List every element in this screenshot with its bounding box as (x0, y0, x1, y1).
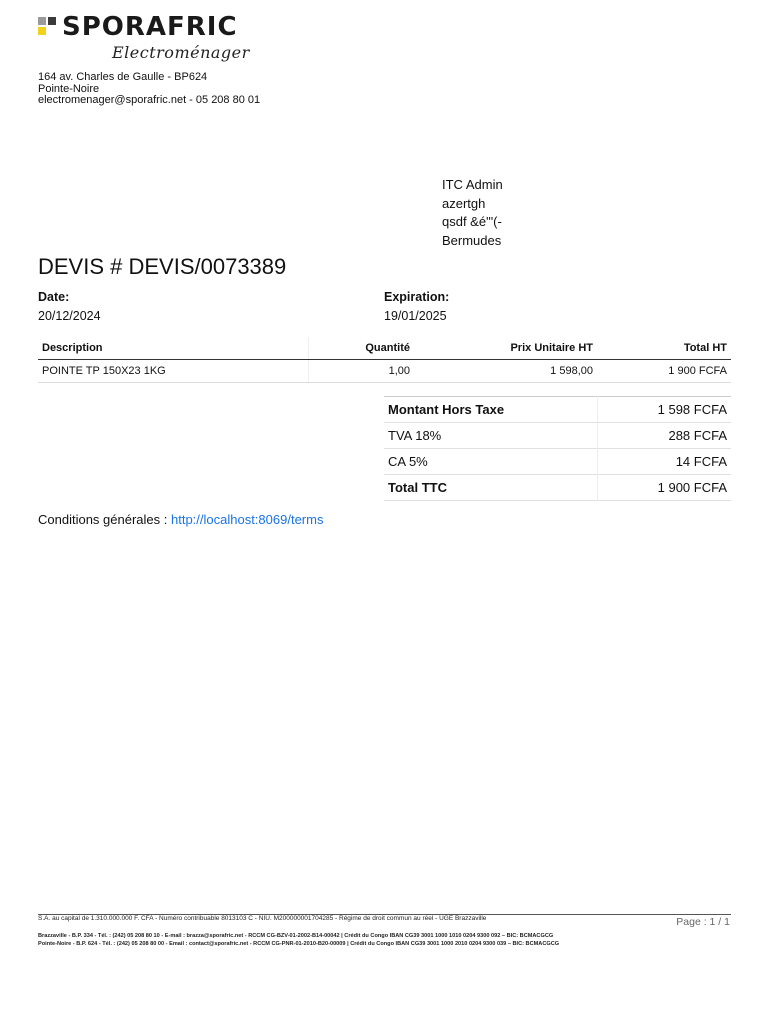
date-value: 20/12/2024 (38, 309, 101, 323)
totals-row-untaxed (384, 397, 731, 423)
cell-unit-price: 1 598,00 (414, 359, 597, 382)
cell-description: POINTE TP 150X23 1KG (38, 359, 308, 382)
page-number: Page : 1 / 1 (676, 916, 730, 928)
recipient-country: Bermudes (442, 233, 502, 249)
totals-table (384, 396, 731, 501)
header-unit-price: Prix Unitaire HT (414, 337, 597, 359)
total-ttc-label: Total TTC (388, 480, 447, 495)
table-row (38, 359, 731, 382)
header-quantity: Quantité (308, 337, 414, 359)
expiration-value: 19/01/2025 (384, 309, 447, 323)
terms-line (38, 512, 323, 527)
recipient-line-3: qsdf &é"'(- (442, 214, 502, 230)
expiration-label: Expiration: (384, 290, 450, 304)
totals-row-ttc (384, 475, 731, 501)
logo-text: SPORAFRIC (62, 12, 238, 42)
tva-label: TVA 18% (388, 428, 442, 443)
terms-label: Conditions générales : (38, 512, 171, 527)
footer-brazzaville: Brazzaville - B.P. 334 - Tél. : (242) 05 208 80 10 - E-mail : brazza@sporafric.net - RCCM CG-BZV-01-2002-B14-00042 | Crédit du Congo IBAN CG39 3001 1000 1010 0204 9300 092 – BIC: BCMACGCG (38, 933, 554, 939)
total-ttc-value: 1 900 FCFA (597, 475, 731, 501)
totals-row-tva (384, 423, 731, 449)
address-line-city: Pointe-Noire (38, 82, 100, 95)
terms-link[interactable]: http://localhost:8069/terms (170, 512, 324, 527)
tva-value: 288 FCFA (597, 423, 731, 449)
recipient-line-2: azertgh (442, 195, 486, 211)
ca-label: CA 5% (388, 454, 428, 469)
logo-subtitle: Electroménager (112, 43, 250, 62)
footer-legal: S.A. au capital de 1.310.000.000 F. CFA - Numéro contribuable 8013103 C - NIU. M200000001704285 - Régime de droit commun au réel - UGE Brazzaville (38, 915, 487, 922)
cell-total: 1 900 FCFA (597, 359, 731, 382)
totals-row-ca (384, 449, 731, 475)
address-line-contact: electromenager@sporafric.net - 05 208 80 01 (38, 94, 261, 106)
table-header-row (38, 337, 731, 359)
untaxed-label: Montant Hors Taxe (388, 402, 505, 417)
header-description: Description (38, 337, 308, 359)
logo-squares-icon (38, 17, 58, 37)
date-label: Date: (38, 290, 70, 304)
untaxed-value: 1 598 FCFA (597, 397, 731, 423)
recipient-name: ITC Admin (442, 177, 503, 192)
company-logo (38, 14, 278, 66)
company-address (38, 72, 260, 107)
cell-quantity: 1,00 (308, 359, 414, 382)
header-total: Total HT (597, 337, 731, 359)
document-title: DEVIS # DEVIS/0073389 (38, 254, 287, 279)
order-lines-table (38, 337, 731, 383)
ca-value: 14 FCFA (597, 449, 731, 475)
footer-pointe-noire: Pointe-Noire - B.P. 624 - Tél. : (242) 05 208 80 00 - Email : contact@sporafric.net - RCCM CG-PNR-01-2010-B20-00009 | Crédit du Congo IBAN CG39 3001 1000 2010 0204 9300 039 – BIC: BCMACGCG (38, 941, 560, 947)
address-line-street: 164 av. Charles de Gaulle - BP624 (38, 71, 208, 83)
recipient-address (442, 176, 503, 251)
